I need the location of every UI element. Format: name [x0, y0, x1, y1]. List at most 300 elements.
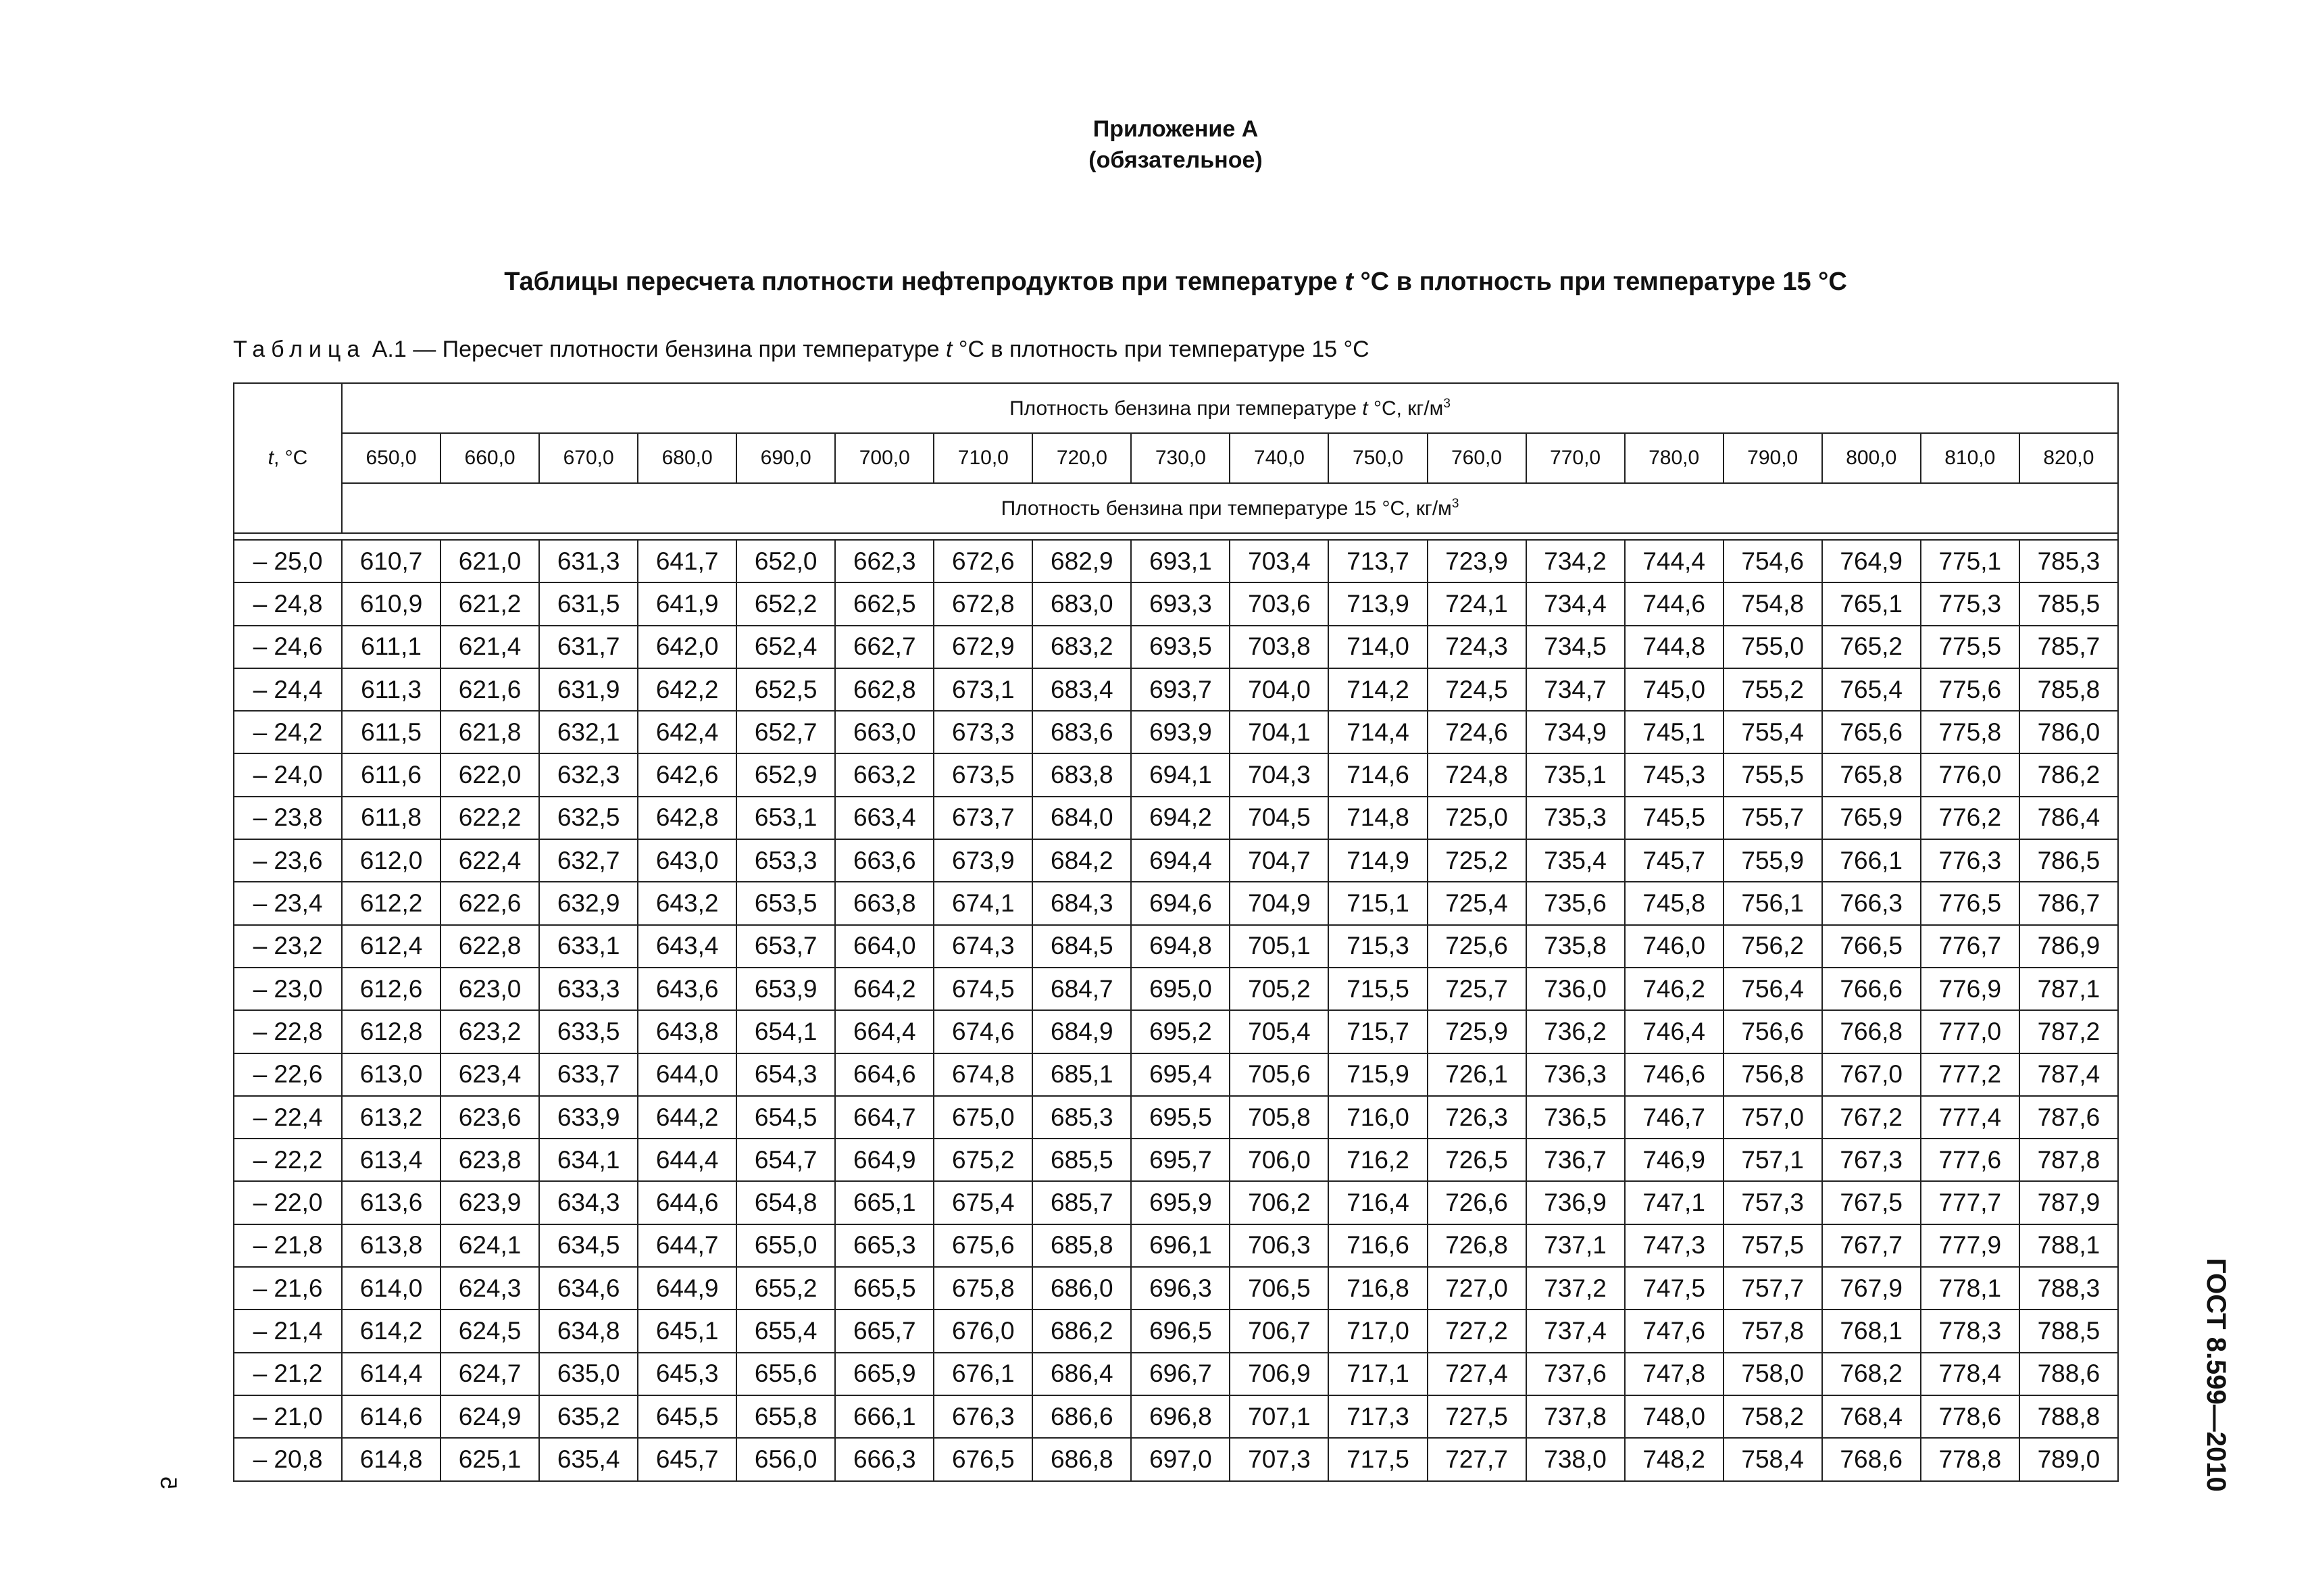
density-value-cell: 662,5: [835, 582, 934, 625]
density-value-cell: 705,1: [1230, 925, 1328, 968]
page-title-prefix: Таблицы пересчета плотности нефтепродуктов при температуре: [504, 268, 1345, 296]
density-value-cell: 674,1: [934, 882, 1032, 924]
table-caption-word: Таблица: [233, 336, 366, 362]
density-value-cell: 631,5: [539, 582, 638, 625]
density-value-cell: 662,8: [835, 668, 934, 711]
temperature-cell: – 22,2: [234, 1139, 342, 1181]
density-value-cell: 695,0: [1131, 968, 1230, 1010]
density-value-cell: 642,4: [638, 711, 736, 753]
density-value-cell: 717,5: [1328, 1438, 1427, 1480]
density-value-cell: 645,7: [638, 1438, 736, 1480]
density-value-cell: 611,3: [342, 668, 441, 711]
density-value-cell: 664,9: [835, 1139, 934, 1181]
density-value-cell: 757,8: [1724, 1310, 1822, 1352]
density-value-cell: 785,7: [2019, 626, 2118, 668]
density-value-cell: 778,6: [1921, 1395, 2019, 1438]
density-value-cell: 787,2: [2019, 1010, 2118, 1053]
density-value-cell: 777,2: [1921, 1053, 2019, 1096]
temperature-cell: – 24,2: [234, 711, 342, 753]
density-value-cell: 714,6: [1328, 753, 1427, 796]
density-value-cell: 777,4: [1921, 1096, 2019, 1139]
density-value-cell: 673,3: [934, 711, 1032, 753]
density-value-cell: 765,6: [1822, 711, 1921, 753]
density-value-cell: 744,6: [1625, 582, 1724, 625]
density-value-cell: 655,0: [736, 1224, 835, 1267]
temperature-column-header: [234, 383, 342, 533]
density-value-cell: 747,1: [1625, 1181, 1724, 1224]
density-value-cell: 643,0: [638, 839, 736, 882]
density-value-cell: 788,8: [2019, 1395, 2118, 1438]
density-value-cell: 776,3: [1921, 839, 2019, 882]
density-value-cell: 641,9: [638, 582, 736, 625]
density-header-cell: 720,0: [1032, 433, 1131, 483]
density-value-cell: 715,9: [1328, 1053, 1427, 1096]
density-value-cell: 704,5: [1230, 797, 1328, 839]
density-value-cell: 745,3: [1625, 753, 1724, 796]
density-value-cell: 714,0: [1328, 626, 1427, 668]
density-value-cell: 656,0: [736, 1438, 835, 1480]
density-value-cell: 632,9: [539, 882, 638, 924]
density-value-cell: 786,9: [2019, 925, 2118, 968]
density-value-cell: 786,7: [2019, 882, 2118, 924]
density-value-cell: 621,6: [441, 668, 539, 711]
table-row: [234, 797, 2118, 839]
density-value-cell: 613,0: [342, 1053, 441, 1096]
density-value-cell: 684,3: [1032, 882, 1131, 924]
density-value-cell: 788,6: [2019, 1353, 2118, 1395]
density-value-cell: 775,5: [1921, 626, 2019, 668]
density-value-cell: 715,3: [1328, 925, 1427, 968]
density-value-cell: 748,2: [1625, 1438, 1724, 1480]
density-value-cell: 745,8: [1625, 882, 1724, 924]
temperature-cell: – 24,8: [234, 582, 342, 625]
density-value-cell: 706,0: [1230, 1139, 1328, 1181]
density-value-cell: 612,0: [342, 839, 441, 882]
density-value-cell: 642,2: [638, 668, 736, 711]
density-value-cell: 706,3: [1230, 1224, 1328, 1267]
density-value-cell: 715,7: [1328, 1010, 1427, 1053]
density-value-cell: 717,3: [1328, 1395, 1427, 1438]
density-value-cell: 714,9: [1328, 839, 1427, 882]
density-value-cell: 676,5: [934, 1438, 1032, 1480]
density-value-cell: 654,3: [736, 1053, 835, 1096]
density-value-cell: 674,5: [934, 968, 1032, 1010]
density-value-cell: 726,1: [1428, 1053, 1526, 1096]
temperature-cell: – 21,2: [234, 1353, 342, 1395]
density-value-cell: 653,1: [736, 797, 835, 839]
density-value-cell: 653,9: [736, 968, 835, 1010]
density-value-cell: 673,1: [934, 668, 1032, 711]
density-value-cell: 614,0: [342, 1267, 441, 1310]
density-value-cell: 756,8: [1724, 1053, 1822, 1096]
density-value-cell: 644,2: [638, 1096, 736, 1139]
density-value-cell: 725,7: [1428, 968, 1526, 1010]
density-value-cell: 625,1: [441, 1438, 539, 1480]
density-header-cell: 750,0: [1328, 433, 1427, 483]
table-row: [234, 1353, 2118, 1395]
table-row: [234, 711, 2118, 753]
density-value-cell: 785,3: [2019, 540, 2118, 582]
density-value-cell: 622,4: [441, 839, 539, 882]
density-value-cell: 724,1: [1428, 582, 1526, 625]
density-value-cell: 695,2: [1131, 1010, 1230, 1053]
density-value-cell: 664,0: [835, 925, 934, 968]
density-value-cell: 755,5: [1724, 753, 1822, 796]
density-value-cell: 676,3: [934, 1395, 1032, 1438]
density-value-cell: 756,1: [1724, 882, 1822, 924]
density-value-cell: 705,6: [1230, 1053, 1328, 1096]
density-value-cell: 746,0: [1625, 925, 1724, 968]
density-value-cell: 624,7: [441, 1353, 539, 1395]
density-value-cell: 765,1: [1822, 582, 1921, 625]
density-value-cell: 632,5: [539, 797, 638, 839]
density-value-cell: 727,7: [1428, 1438, 1526, 1480]
density-value-cell: 735,3: [1526, 797, 1625, 839]
density-value-cell: 715,5: [1328, 968, 1427, 1010]
density-value-cell: 623,6: [441, 1096, 539, 1139]
density-header-cell: 760,0: [1428, 433, 1526, 483]
density-value-cell: 704,1: [1230, 711, 1328, 753]
density-value-cell: 707,1: [1230, 1395, 1328, 1438]
density-value-cell: 695,7: [1131, 1139, 1230, 1181]
density-value-cell: 765,9: [1822, 797, 1921, 839]
density-value-cell: 734,7: [1526, 668, 1625, 711]
table-row: [234, 1438, 2118, 1480]
density-value-cell: 622,2: [441, 797, 539, 839]
density-value-cell: 683,6: [1032, 711, 1131, 753]
density-value-cell: 633,1: [539, 925, 638, 968]
density-value-cell: 684,0: [1032, 797, 1131, 839]
density-value-cell: 644,4: [638, 1139, 736, 1181]
density-value-cell: 768,1: [1822, 1310, 1921, 1352]
density-value-cell: 703,8: [1230, 626, 1328, 668]
density-value-cell: 655,2: [736, 1267, 835, 1310]
density-value-cell: 675,6: [934, 1224, 1032, 1267]
density-value-cell: 631,7: [539, 626, 638, 668]
table-row: [234, 1310, 2118, 1352]
density-value-cell: 663,4: [835, 797, 934, 839]
density-value-cell: 725,4: [1428, 882, 1526, 924]
density-value-cell: 621,0: [441, 540, 539, 582]
density-value-cell: 665,7: [835, 1310, 934, 1352]
table-row: [234, 582, 2118, 625]
density-value-cell: 748,0: [1625, 1395, 1724, 1438]
density-value-cell: 726,5: [1428, 1139, 1526, 1181]
density-value-cell: 674,3: [934, 925, 1032, 968]
density-value-cell: 746,6: [1625, 1053, 1724, 1096]
density-value-cell: 755,4: [1724, 711, 1822, 753]
density-value-cell: 623,0: [441, 968, 539, 1010]
density-value-cell: 693,7: [1131, 668, 1230, 711]
density-value-cell: 744,8: [1625, 626, 1724, 668]
density-at-15-header: [342, 483, 2118, 533]
table-row: [234, 882, 2118, 924]
density-value-cell: 775,3: [1921, 582, 2019, 625]
density-value-cell: 655,8: [736, 1395, 835, 1438]
density-value-cell: 665,5: [835, 1267, 934, 1310]
density-value-cell: 764,9: [1822, 540, 1921, 582]
density-value-cell: 724,6: [1428, 711, 1526, 753]
density-value-cell: 655,6: [736, 1353, 835, 1395]
page-title: [0, 268, 2314, 297]
temperature-header-unit: , °С: [274, 447, 308, 469]
table-row: [234, 1224, 2118, 1267]
table-header-densities: [234, 433, 2118, 483]
density-value-cell: 704,7: [1230, 839, 1328, 882]
density-value-cell: 788,5: [2019, 1310, 2118, 1352]
density-value-cell: 716,0: [1328, 1096, 1427, 1139]
density-value-cell: 777,9: [1921, 1224, 2019, 1267]
density-value-cell: 696,7: [1131, 1353, 1230, 1395]
temperature-cell: – 23,6: [234, 839, 342, 882]
density-value-cell: 621,8: [441, 711, 539, 753]
density-value-cell: 652,0: [736, 540, 835, 582]
density-value-cell: 778,1: [1921, 1267, 2019, 1310]
density-value-cell: 644,0: [638, 1053, 736, 1096]
density-value-cell: 754,8: [1724, 582, 1822, 625]
density-value-cell: 756,6: [1724, 1010, 1822, 1053]
appendix-subtitle: (обязательное): [1088, 147, 1263, 173]
temperature-cell: – 22,0: [234, 1181, 342, 1224]
density-value-cell: 713,9: [1328, 582, 1427, 625]
density-value-cell: 777,0: [1921, 1010, 2019, 1053]
density-value-cell: 757,5: [1724, 1224, 1822, 1267]
density-value-cell: 776,0: [1921, 753, 2019, 796]
density-value-cell: 746,4: [1625, 1010, 1724, 1053]
density-value-cell: 686,4: [1032, 1353, 1131, 1395]
density-value-cell: 672,6: [934, 540, 1032, 582]
temperature-cell: – 21,6: [234, 1267, 342, 1310]
density-value-cell: 633,7: [539, 1053, 638, 1096]
density-value-cell: 725,0: [1428, 797, 1526, 839]
density-value-cell: 613,2: [342, 1096, 441, 1139]
density-value-cell: 727,0: [1428, 1267, 1526, 1310]
density-value-cell: 685,1: [1032, 1053, 1131, 1096]
page-number-text: 5: [155, 1476, 181, 1489]
density-value-cell: 744,4: [1625, 540, 1724, 582]
density-value-cell: 754,6: [1724, 540, 1822, 582]
density-header-cell: 790,0: [1724, 433, 1822, 483]
density-value-cell: 631,9: [539, 668, 638, 711]
density-header-cell: 690,0: [736, 433, 835, 483]
density-value-cell: 745,1: [1625, 711, 1724, 753]
density-value-cell: 644,9: [638, 1267, 736, 1310]
density-value-cell: 686,2: [1032, 1310, 1131, 1352]
density-value-cell: 653,5: [736, 882, 835, 924]
density-value-cell: 725,9: [1428, 1010, 1526, 1053]
density-value-cell: 736,5: [1526, 1096, 1625, 1139]
density-value-cell: 767,3: [1822, 1139, 1921, 1181]
density-value-cell: 612,8: [342, 1010, 441, 1053]
density-value-cell: 727,4: [1428, 1353, 1526, 1395]
density-value-cell: 696,3: [1131, 1267, 1230, 1310]
density-value-cell: 683,4: [1032, 668, 1131, 711]
density-value-cell: 631,3: [539, 540, 638, 582]
density-value-cell: 614,6: [342, 1395, 441, 1438]
density-value-cell: 623,9: [441, 1181, 539, 1224]
density-value-cell: 777,6: [1921, 1139, 2019, 1181]
density-value-cell: 735,8: [1526, 925, 1625, 968]
table-row: [234, 968, 2118, 1010]
density-value-cell: 757,0: [1724, 1096, 1822, 1139]
density-value-cell: 707,3: [1230, 1438, 1328, 1480]
density-value-cell: 704,9: [1230, 882, 1328, 924]
density-value-cell: 676,0: [934, 1310, 1032, 1352]
density-value-cell: 622,6: [441, 882, 539, 924]
density-value-cell: 766,1: [1822, 839, 1921, 882]
density-value-cell: 775,8: [1921, 711, 2019, 753]
density-value-cell: 634,6: [539, 1267, 638, 1310]
density-value-cell: 664,2: [835, 968, 934, 1010]
temperature-cell: – 23,4: [234, 882, 342, 924]
density-value-cell: 737,4: [1526, 1310, 1625, 1352]
density-value-cell: 757,3: [1724, 1181, 1822, 1224]
density-at-15-header-text: Плотность бензина при температуре 15 °С, кг/м: [1001, 497, 1452, 520]
density-value-cell: 694,4: [1131, 839, 1230, 882]
density-value-cell: 696,1: [1131, 1224, 1230, 1267]
density-value-cell: 673,9: [934, 839, 1032, 882]
density-value-cell: 786,4: [2019, 797, 2118, 839]
density-value-cell: 766,8: [1822, 1010, 1921, 1053]
table-header-row-bottom: [234, 483, 2118, 533]
density-value-cell: 713,7: [1328, 540, 1427, 582]
density-value-cell: 683,2: [1032, 626, 1131, 668]
density-value-cell: 735,4: [1526, 839, 1625, 882]
density-value-cell: 736,3: [1526, 1053, 1625, 1096]
density-value-cell: 724,5: [1428, 668, 1526, 711]
density-value-cell: 623,4: [441, 1053, 539, 1096]
density-value-cell: 787,1: [2019, 968, 2118, 1010]
density-value-cell: 654,8: [736, 1181, 835, 1224]
density-value-cell: 766,5: [1822, 925, 1921, 968]
density-value-cell: 611,6: [342, 753, 441, 796]
temperature-cell: – 22,4: [234, 1096, 342, 1139]
density-value-cell: 765,2: [1822, 626, 1921, 668]
density-value-cell: 663,2: [835, 753, 934, 796]
table-caption-text-prefix: А.1 — Пересчет плотности бензина при температуре: [366, 336, 946, 362]
density-value-cell: 612,6: [342, 968, 441, 1010]
density-value-cell: 613,6: [342, 1181, 441, 1224]
density-value-cell: 776,7: [1921, 925, 2019, 968]
density-value-cell: 614,2: [342, 1310, 441, 1352]
density-value-cell: 633,5: [539, 1010, 638, 1053]
density-value-cell: 695,4: [1131, 1053, 1230, 1096]
density-value-cell: 714,4: [1328, 711, 1427, 753]
temperature-cell: – 21,8: [234, 1224, 342, 1267]
density-value-cell: 714,8: [1328, 797, 1427, 839]
table-row: [234, 1267, 2118, 1310]
density-value-cell: 745,5: [1625, 797, 1724, 839]
density-value-cell: 686,0: [1032, 1267, 1131, 1310]
density-value-cell: 634,3: [539, 1181, 638, 1224]
density-value-cell: 704,3: [1230, 753, 1328, 796]
density-value-cell: 632,1: [539, 711, 638, 753]
density-value-cell: 788,1: [2019, 1224, 2118, 1267]
density-value-cell: 675,4: [934, 1181, 1032, 1224]
density-value-cell: 703,6: [1230, 582, 1328, 625]
density-value-cell: 747,5: [1625, 1267, 1724, 1310]
density-value-cell: 635,4: [539, 1438, 638, 1480]
density-value-cell: 768,4: [1822, 1395, 1921, 1438]
density-value-cell: 737,1: [1526, 1224, 1625, 1267]
density-value-cell: 693,5: [1131, 626, 1230, 668]
density-header-cell: 660,0: [441, 433, 539, 483]
density-value-cell: 673,5: [934, 753, 1032, 796]
density-value-cell: 633,9: [539, 1096, 638, 1139]
density-value-cell: 673,7: [934, 797, 1032, 839]
density-at-t-header-var: t: [1362, 397, 1368, 420]
density-value-cell: 610,7: [342, 540, 441, 582]
density-value-cell: 643,4: [638, 925, 736, 968]
density-value-cell: 685,8: [1032, 1224, 1131, 1267]
density-value-cell: 614,4: [342, 1353, 441, 1395]
density-value-cell: 675,2: [934, 1139, 1032, 1181]
density-value-cell: 685,7: [1032, 1181, 1131, 1224]
temperature-cell: – 23,0: [234, 968, 342, 1010]
density-value-cell: 716,4: [1328, 1181, 1427, 1224]
density-value-cell: 736,9: [1526, 1181, 1625, 1224]
density-value-cell: 786,5: [2019, 839, 2118, 882]
density-value-cell: 654,7: [736, 1139, 835, 1181]
density-at-t-header-unit: °С, кг/м: [1367, 397, 1444, 420]
density-value-cell: 685,5: [1032, 1139, 1131, 1181]
density-value-cell: 672,8: [934, 582, 1032, 625]
table-row: [234, 1181, 2118, 1224]
density-value-cell: 686,8: [1032, 1438, 1131, 1480]
density-value-cell: 665,9: [835, 1353, 934, 1395]
density-value-cell: 641,7: [638, 540, 736, 582]
density-value-cell: 623,2: [441, 1010, 539, 1053]
density-value-cell: 747,3: [1625, 1224, 1724, 1267]
density-value-cell: 736,0: [1526, 968, 1625, 1010]
table-row: [234, 1139, 2118, 1181]
temperature-cell: – 24,0: [234, 753, 342, 796]
density-value-cell: 613,4: [342, 1139, 441, 1181]
density-value-cell: 766,6: [1822, 968, 1921, 1010]
density-value-cell: 736,2: [1526, 1010, 1625, 1053]
density-value-cell: 653,7: [736, 925, 835, 968]
density-value-cell: 787,9: [2019, 1181, 2118, 1224]
density-value-cell: 684,2: [1032, 839, 1131, 882]
density-value-cell: 788,3: [2019, 1267, 2118, 1310]
temperature-header-var: t: [268, 447, 274, 469]
density-value-cell: 727,5: [1428, 1395, 1526, 1438]
density-value-cell: 746,7: [1625, 1096, 1724, 1139]
temperature-cell: – 22,6: [234, 1053, 342, 1096]
density-value-cell: 768,6: [1822, 1438, 1921, 1480]
density-value-cell: 672,9: [934, 626, 1032, 668]
density-value-cell: 745,7: [1625, 839, 1724, 882]
density-value-cell: 785,8: [2019, 668, 2118, 711]
density-value-cell: 787,6: [2019, 1096, 2118, 1139]
density-value-cell: 624,9: [441, 1395, 539, 1438]
density-value-cell: 632,3: [539, 753, 638, 796]
density-value-cell: 695,9: [1131, 1181, 1230, 1224]
density-value-cell: 726,3: [1428, 1096, 1526, 1139]
density-value-cell: 747,8: [1625, 1353, 1724, 1395]
density-value-cell: 726,8: [1428, 1224, 1526, 1267]
density-value-cell: 768,2: [1822, 1353, 1921, 1395]
density-value-cell: 652,5: [736, 668, 835, 711]
density-value-cell: 706,9: [1230, 1353, 1328, 1395]
density-value-cell: 778,4: [1921, 1353, 2019, 1395]
density-value-cell: 662,7: [835, 626, 934, 668]
density-value-cell: 644,7: [638, 1224, 736, 1267]
table-row: [234, 925, 2118, 968]
density-header-cell: 710,0: [934, 433, 1032, 483]
density-value-cell: 787,8: [2019, 1139, 2118, 1181]
density-value-cell: 765,8: [1822, 753, 1921, 796]
